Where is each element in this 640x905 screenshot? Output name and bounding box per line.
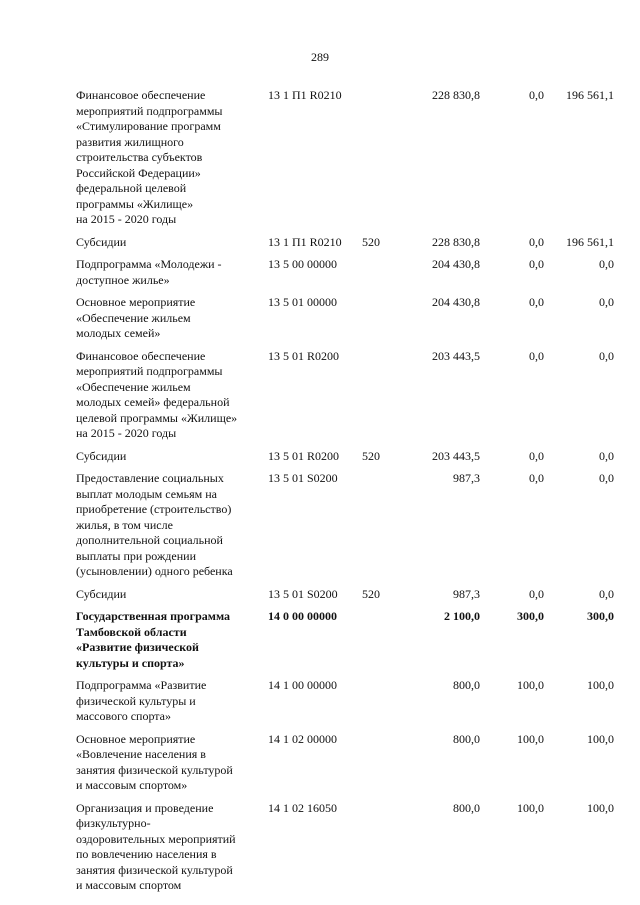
row-amount-2: 300,0 — [517, 609, 544, 623]
row-target-article: 14 0 00 00000 — [268, 609, 337, 623]
row-target-article: 13 5 01 R0200 — [268, 448, 340, 463]
table-row — [76, 88, 614, 235]
table-row — [76, 257, 614, 295]
row-amount-2: 0,0 — [529, 257, 544, 271]
row-amount-2: 0,0 — [529, 448, 544, 463]
budget-table — [76, 88, 614, 901]
table-row — [76, 235, 614, 258]
row-amount-3: 196 561,1 — [566, 88, 614, 102]
row-expense-type — [362, 471, 394, 587]
row-expense-type: 520 — [362, 448, 380, 463]
row-expense-type — [362, 678, 394, 732]
row-amount-2: 0,0 — [529, 234, 544, 249]
row-amount-1: 203 443,5 — [432, 448, 480, 463]
row-amount-3: 0,0 — [599, 586, 614, 601]
row-amount-2: 100,0 — [517, 678, 544, 692]
row-amount-1: 800,0 — [453, 678, 480, 692]
row-name: Субсидии — [76, 586, 127, 601]
row-name: Государственная программа Тамбовской области «Развитие физической культуры и спорта» — [76, 609, 231, 670]
row-amount-1: 2 100,0 — [444, 609, 480, 623]
row-target-article: 13 1 П1 R0210 — [268, 88, 342, 102]
row-amount-3: 100,0 — [587, 800, 614, 815]
row-amount-2: 100,0 — [517, 800, 544, 815]
row-expense-type — [362, 801, 394, 901]
row-amount-1: 204 430,8 — [432, 257, 480, 271]
row-amount-1: 800,0 — [453, 800, 480, 815]
row-name: Субсидии — [76, 234, 127, 249]
table-row — [76, 609, 614, 678]
row-target-article: 14 1 00 00000 — [268, 678, 337, 692]
row-expense-type — [362, 257, 394, 295]
row-target-article: 14 1 02 16050 — [268, 800, 337, 815]
row-amount-3: 100,0 — [587, 678, 614, 692]
row-amount-2: 0,0 — [529, 88, 544, 102]
row-amount-3: 0,0 — [599, 348, 614, 363]
row-amount-2: 100,0 — [517, 731, 544, 746]
row-amount-1: 987,3 — [453, 471, 480, 485]
table-row — [76, 471, 614, 587]
row-amount-3: 196 561,1 — [566, 234, 614, 249]
table-row — [76, 587, 614, 610]
row-expense-type — [362, 88, 394, 235]
row-amount-2: 0,0 — [529, 471, 544, 485]
row-target-article: 13 1 П1 R0210 — [268, 234, 342, 249]
row-target-article: 13 5 01 S0200 — [268, 586, 338, 601]
row-amount-2: 0,0 — [529, 348, 544, 363]
row-amount-3: 0,0 — [599, 257, 614, 271]
row-amount-3: 0,0 — [599, 448, 614, 463]
row-amount-2: 0,0 — [529, 295, 544, 309]
row-amount-1: 800,0 — [453, 731, 480, 746]
row-target-article: 14 1 02 00000 — [268, 731, 337, 746]
row-expense-type: 520 — [362, 234, 380, 249]
table-row — [76, 295, 614, 349]
table-row — [76, 732, 614, 801]
row-name: Подпрограмма «Молодежи - доступное жилье» — [76, 257, 222, 287]
row-amount-1: 228 830,8 — [432, 234, 480, 249]
row-expense-type — [362, 609, 394, 678]
table-row — [76, 449, 614, 472]
page-number: 289 — [311, 50, 329, 64]
row-name: Подпрограмма «Развитие физической культуры и массового спорта» — [76, 678, 207, 723]
table-row — [76, 349, 614, 449]
row-name: Финансовое обеспечение мероприятий подпрограммы «Обеспечение жильем молодых семей» федеральной целевой программы «Жилище» на 2015 - 2020 годы — [76, 348, 238, 440]
row-name: Основное мероприятие «Вовлечение населения в занятия физической культурой и массовым спортом» — [76, 731, 233, 792]
row-amount-3: 300,0 — [587, 609, 614, 623]
row-expense-type: 520 — [362, 586, 380, 601]
row-amount-3: 100,0 — [587, 731, 614, 746]
row-amount-2: 0,0 — [529, 586, 544, 601]
row-amount-1: 203 443,5 — [432, 348, 480, 363]
table-row — [76, 678, 614, 732]
row-amount-3: 0,0 — [599, 471, 614, 485]
budget-table-body — [76, 88, 614, 901]
row-name: Основное мероприятие «Обеспечение жильем молодых семей» — [76, 295, 196, 340]
table-row — [76, 801, 614, 901]
row-name: Организация и проведение физкультурно- оздоровительных мероприятий по вовлечению населения в занятия физической культурой и массовым спортом — [76, 800, 236, 892]
row-expense-type — [362, 349, 394, 449]
row-name: Финансовое обеспечение мероприятий подпрограммы «Стимулирование программ развития жилищного строительства субъектов Российской Федерации» федеральной целевой программы «Жилище» на 2015 - 2020 годы — [76, 88, 223, 226]
row-name: Субсидии — [76, 448, 127, 463]
row-expense-type — [362, 295, 394, 349]
row-amount-1: 228 830,8 — [432, 88, 480, 102]
row-target-article: 13 5 00 00000 — [268, 257, 337, 271]
row-target-article: 13 5 01 S0200 — [268, 471, 338, 485]
row-amount-1: 987,3 — [453, 586, 480, 601]
row-target-article: 13 5 01 00000 — [268, 295, 337, 309]
row-expense-type — [362, 732, 394, 801]
row-amount-3: 0,0 — [599, 295, 614, 309]
row-amount-1: 204 430,8 — [432, 295, 480, 309]
row-name: Предоставление социальных выплат молодым семьям на приобретение (строительство) жилья, в том числе дополнительной социальной выплаты при рождении (усыновлении) одного ребенка — [76, 471, 233, 578]
row-target-article: 13 5 01 R0200 — [268, 348, 340, 363]
